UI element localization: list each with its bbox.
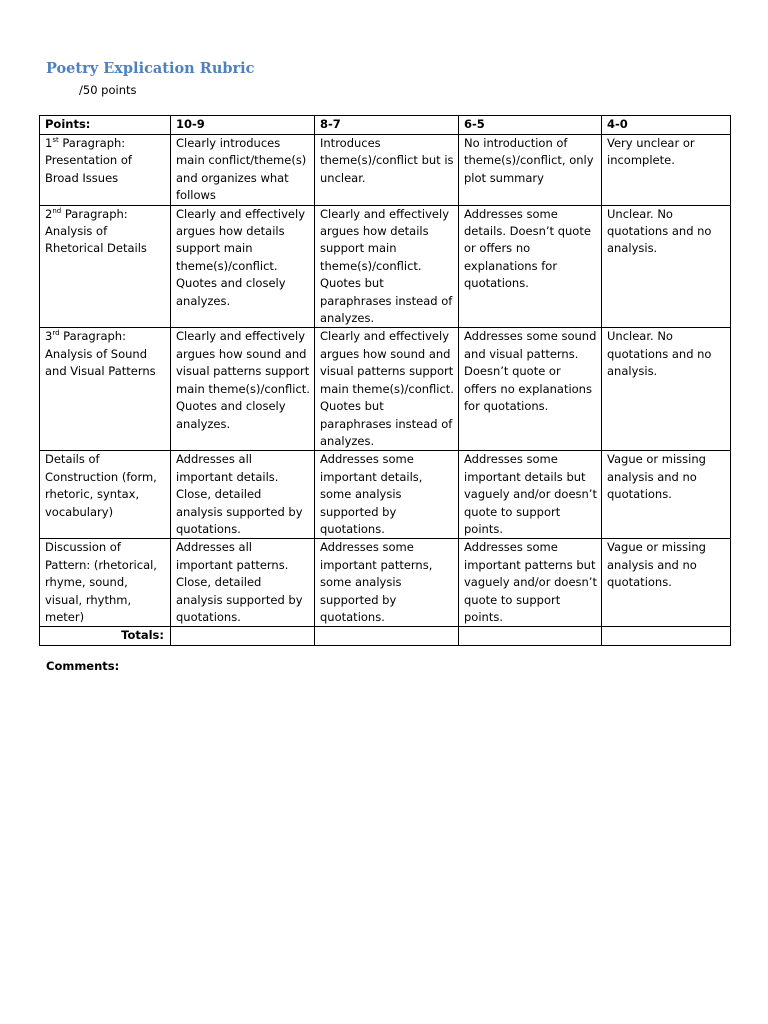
criterion-ordinal-suffix: rd [52,329,60,338]
criterion-ordinal-suffix: nd [52,206,62,215]
score-cell: Vague or missing analysis and no quotations. [602,539,731,627]
totals-cell[interactable] [315,627,459,645]
column-header-8-7: 8-7 [315,116,459,135]
criterion-label: Paragraph: Presentation of Broad Issues [45,136,132,185]
score-cell: No introduction of theme(s)/conflict, only plot summary [459,135,602,206]
score-cell: Addresses some important patterns but vaguely and/or doesn’t quote to support points. [459,539,602,627]
criterion-number: 2 [45,206,53,221]
totals-cell[interactable] [171,627,315,645]
score-cell: Unclear. No quotations and no analysis. [602,205,731,328]
page-title: Poetry Explication Rubric [46,60,255,77]
score-cell: Addresses all important details. Close, detailed analysis supported by quotations. [171,451,315,539]
column-header-10-9: 10-9 [171,116,315,135]
totals-cell[interactable] [459,627,602,645]
criterion-label: Paragraph: Analysis of Sound and Visual Patterns [45,329,156,379]
score-cell: Clearly and effectively argues how sound and visual patterns support main theme(s)/conflict. Quotes but paraphrases instead of analyzes. [315,328,459,451]
score-cell: Unclear. No quotations and no analysis. [602,328,731,451]
score-cell: Clearly and effectively argues how details support main theme(s)/conflict. Quotes but paraphrases instead of analyzes. [315,205,459,328]
criterion-number: 3 [45,329,53,344]
score-cell: Addresses all important patterns. Close, detailed analysis supported by quotations. [171,539,315,627]
table-row [40,451,731,539]
points-total: /50 points [79,83,137,97]
criterion-first-paragraph [40,135,171,206]
criterion-details-of-construction: Details of Construction (form, rhetoric, syntax, vocabulary) [40,451,171,539]
criterion-second-paragraph [40,205,171,328]
score-cell: Addresses some important patterns, some analysis supported by quotations. [315,539,459,627]
totals-row [40,627,731,645]
score-cell: Vague or missing analysis and no quotations. [602,451,731,539]
score-cell: Addresses some details. Doesn’t quote or offers no explanations for quotations. [459,205,602,328]
comments-label: Comments: [46,659,120,673]
score-cell: Clearly and effectively argues how details support main theme(s)/conflict. Quotes and closely analyzes. [171,205,315,328]
column-header-4-0: 4-0 [602,116,731,135]
totals-cell[interactable] [602,627,731,645]
criterion-number: 1 [45,136,53,150]
table-header-row [40,116,731,135]
table-row [40,539,731,627]
score-cell: Addresses some important details, some analysis supported by quotations. [315,451,459,539]
criterion-third-paragraph [40,328,171,451]
table-row [40,205,731,328]
column-header-6-5: 6-5 [459,116,602,135]
score-cell: Very unclear or incomplete. [602,135,731,206]
score-cell: Clearly and effectively argues how sound and visual patterns support main theme(s)/conflict. Quotes and closely analyzes. [171,328,315,451]
score-cell: Clearly introduces main conflict/theme(s) and organizes what follows [171,135,315,206]
totals-label: Totals: [40,627,171,645]
table-row [40,135,731,206]
column-header-points: Points: [40,116,171,135]
score-cell: Addresses some sound and visual patterns. Doesn’t quote or offers no explanations for quotations. [459,328,602,451]
criterion-label: Paragraph: Analysis of Rhetorical Details [45,206,147,256]
criterion-ordinal-suffix: st [52,136,59,145]
score-cell: Addresses some important details but vaguely and/or doesn’t quote to support points. [459,451,602,539]
criterion-discussion-of-pattern: Discussion of Pattern: (rhetorical, rhyme, sound, visual, rhythm, meter) [40,539,171,627]
table-row [40,328,731,451]
score-cell: Introduces theme(s)/conflict but is unclear. [315,135,459,206]
rubric-table [39,115,731,646]
